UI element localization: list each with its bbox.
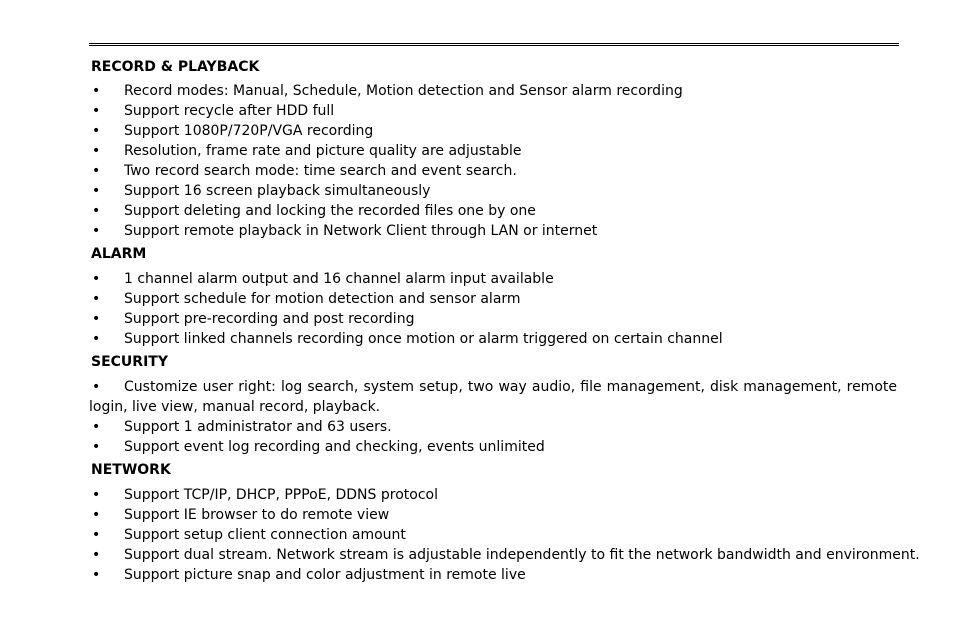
bullet-icon: • — [92, 419, 101, 435]
bullet-icon: • — [92, 223, 101, 239]
bullet-icon: • — [92, 183, 101, 199]
list-item-text: Support recycle after HDD full — [124, 103, 335, 119]
list-alarm — [89, 269, 899, 349]
section-title-network: NETWORK — [91, 462, 171, 478]
list-item-text: Support 1 administrator and 63 users. — [124, 419, 392, 435]
list-item — [89, 505, 899, 525]
list-item — [89, 221, 899, 241]
list-item-text: Support dual stream. Network stream is adjustable independently to fit the network bandwidth and environment. — [124, 547, 920, 563]
section-title-record-playback: RECORD & PLAYBACK — [91, 59, 260, 75]
list-item — [89, 201, 899, 221]
list-item — [89, 161, 899, 181]
list-item — [89, 289, 899, 309]
header-rule-top — [89, 43, 899, 44]
bullet-icon: • — [92, 527, 101, 543]
bullet-icon: • — [92, 143, 101, 159]
bullet-icon: • — [92, 567, 101, 583]
bullet-icon: • — [92, 331, 101, 347]
list-item-text: Support deleting and locking the recorded files one by one — [124, 203, 536, 219]
list-item-text: Support setup client connection amount — [124, 527, 406, 543]
bullet-icon: • — [92, 271, 101, 287]
list-item-text: Support schedule for motion detection and sensor alarm — [124, 291, 521, 307]
bullet-icon: • — [92, 123, 101, 139]
section-title-security: SECURITY — [91, 354, 168, 370]
bullet-icon: • — [92, 547, 101, 563]
list-item-text: Support IE browser to do remote view — [124, 507, 390, 523]
list-item-text: Record modes: Manual, Schedule, Motion detection and Sensor alarm recording — [124, 83, 683, 99]
bullet-icon: • — [92, 311, 101, 327]
list-item-text: Support remote playback in Network Client through LAN or internet — [124, 223, 598, 239]
list-item-text: Support pre-recording and post recording — [124, 311, 415, 327]
bullet-icon: • — [92, 507, 101, 523]
list-item — [89, 377, 897, 417]
list-item-text: Support 1080P/720P/VGA recording — [124, 123, 374, 139]
list-security — [89, 377, 897, 457]
list-item — [89, 309, 899, 329]
list-item — [89, 101, 899, 121]
bullet-icon: • — [92, 379, 101, 395]
list-item-text: 1 channel alarm output and 16 channel alarm input available — [124, 271, 554, 287]
list-item — [89, 269, 899, 289]
bullet-icon: • — [92, 291, 101, 307]
bullet-icon: • — [92, 487, 101, 503]
list-network — [89, 485, 920, 585]
list-item — [89, 545, 920, 565]
bullet-icon: • — [92, 163, 101, 179]
list-item-text: Support event log recording and checking, events unlimited — [124, 439, 545, 455]
bullet-icon: • — [92, 83, 101, 99]
list-record-playback — [89, 81, 899, 241]
section-title-alarm: ALARM — [91, 246, 147, 262]
list-item — [89, 565, 899, 585]
list-item — [89, 121, 899, 141]
list-item — [89, 485, 899, 505]
list-item-text: Support TCP/IP, DHCP, PPPoE, DDNS protocol — [124, 487, 438, 503]
list-item-text: Two record search mode: time search and event search. — [124, 163, 517, 179]
bullet-icon: • — [92, 203, 101, 219]
list-item-text: Support 16 screen playback simultaneously — [124, 183, 431, 199]
list-item-text: Support linked channels recording once motion or alarm triggered on certain channel — [124, 331, 723, 347]
list-item-text: Resolution, frame rate and picture quality are adjustable — [124, 143, 522, 159]
bullet-icon: • — [92, 103, 101, 119]
document-page — [89, 43, 920, 583]
list-item — [89, 141, 899, 161]
list-item — [89, 437, 897, 457]
list-item — [89, 181, 899, 201]
list-item-text: Customize user right: log search, system setup, two way audio, file management, disk management, remote login, live view, manual record, playback. — [89, 379, 897, 415]
bullet-icon: • — [92, 439, 101, 455]
header-rule-bottom — [89, 45, 899, 46]
list-item — [89, 329, 899, 349]
list-item — [89, 525, 899, 545]
list-item — [89, 417, 897, 437]
list-item-text: Support picture snap and color adjustment in remote live — [124, 567, 526, 583]
list-item — [89, 81, 899, 101]
